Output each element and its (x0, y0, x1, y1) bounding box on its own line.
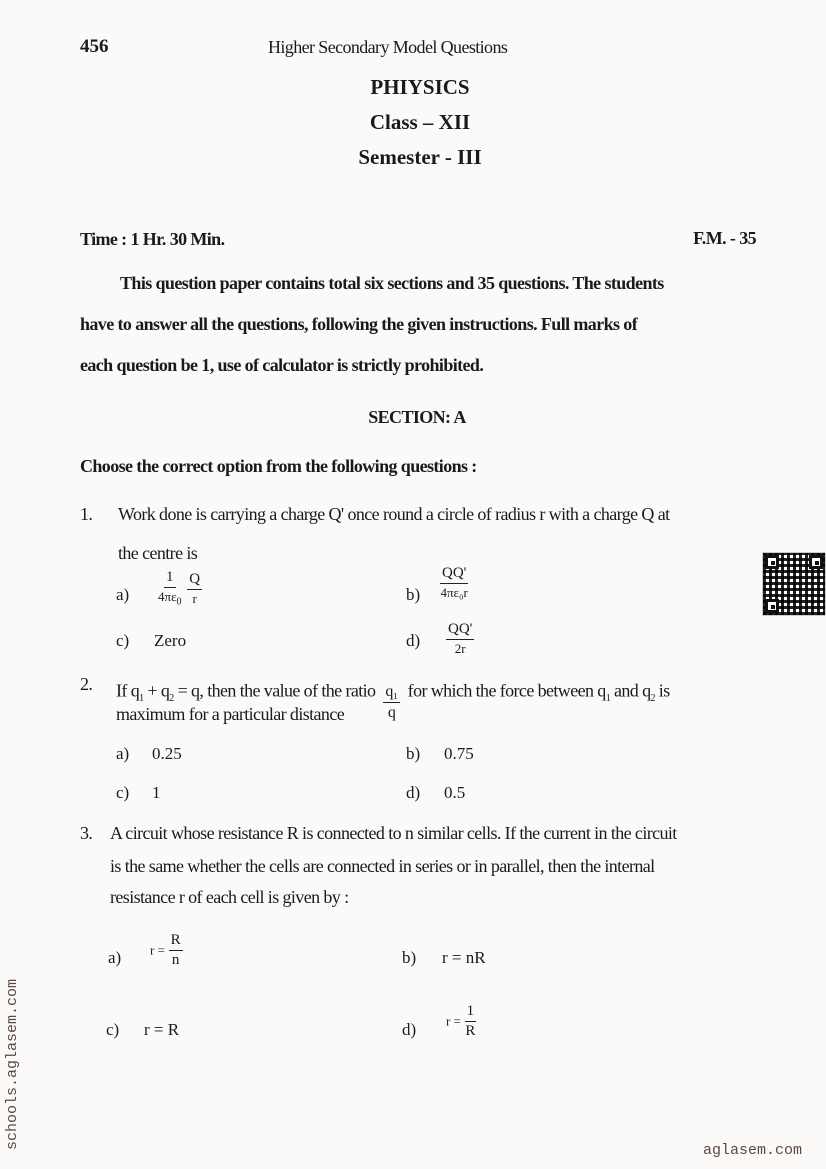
option-d-label: d) (406, 631, 421, 650)
question-text-line-2: is the same whether the cells are connected in series or in parallel, then the internal (110, 856, 655, 876)
denominator-text: 4πε (158, 589, 177, 604)
fraction-numerator: Q (187, 572, 202, 590)
option-a-value (158, 570, 202, 608)
option-b-value: r = nR (442, 948, 486, 967)
instructions-line-3: each question be 1, use of calculator is strictly prohibited. (80, 355, 484, 375)
running-title: Higher Secondary Model Questions (268, 37, 508, 57)
subscript: 1 (605, 693, 611, 705)
question-number: 2. (80, 674, 93, 694)
question-number: 1. (80, 504, 93, 524)
fraction-denominator: r (192, 591, 197, 607)
fraction-denominator: R (465, 1023, 476, 1039)
option-b-label: b) (402, 948, 417, 967)
section-heading: SECTION: A (368, 407, 466, 427)
fraction-numerator: QQ' (446, 622, 474, 640)
denominator-subscript: 0 (176, 596, 182, 608)
full-marks: F.M. - 35 (693, 228, 756, 248)
option-a-label: a) (108, 948, 122, 967)
option-c-label: c) (106, 1020, 120, 1039)
question-number: 3. (80, 823, 93, 843)
fraction-numerator: QQ' (440, 566, 468, 584)
subscript: 2 (650, 693, 655, 705)
option-b-value: 0.75 (444, 744, 474, 763)
option-c-value: Zero (154, 631, 187, 650)
option-b-label: b) (406, 744, 421, 763)
option-a-value (150, 933, 183, 968)
question-text-line-2: maximum for a particular distance (116, 704, 345, 724)
option-a-value: 0.25 (152, 744, 182, 763)
option-d-label: d) (406, 783, 421, 802)
text-segment: for which the force between q (407, 680, 606, 701)
text-segment: = q, then the value of the ratio (173, 680, 376, 701)
option-a-label: a) (116, 744, 130, 763)
option-c-label: c) (116, 631, 130, 650)
question-text-line-2: the centre is (118, 543, 198, 563)
question-text-line-3: resistance r of each cell is given by : (110, 887, 349, 907)
equation-lhs: r = (150, 942, 165, 958)
option-c-label: c) (116, 783, 130, 802)
subject-title: PHIYSICS (370, 75, 470, 99)
page-number: 456 (80, 36, 109, 57)
text-segment: is (654, 680, 670, 701)
equation-lhs: r = (446, 1013, 461, 1029)
text-segment: + q (143, 680, 170, 701)
fraction-denominator: n (171, 952, 180, 968)
section-directive: Choose the correct option from the following questions : (80, 456, 477, 476)
option-d-value (446, 1004, 476, 1039)
qr-finder-icon (765, 555, 779, 569)
option-d-value (446, 622, 474, 655)
option-d-value: 0.5 (444, 783, 466, 802)
instructions-line-2: have to answer all the questions, following the given instructions. Full marks of (80, 314, 638, 334)
fraction-numerator: 1 (465, 1004, 477, 1022)
semester-title: Semester - III (358, 145, 482, 169)
qr-code[interactable] (762, 552, 826, 616)
option-b-label: b) (406, 585, 421, 604)
fraction-denominator: q (387, 704, 396, 721)
text-segment: and q (610, 680, 651, 701)
option-d-label: d) (402, 1020, 417, 1039)
time-allowed: Time : 1 Hr. 30 Min. (80, 229, 225, 249)
fraction-denominator: 2r (454, 641, 466, 656)
option-c-value: 1 (152, 783, 161, 802)
option-a-label: a) (116, 585, 130, 604)
class-title: Class – XII (369, 110, 471, 134)
instructions-line-1: This question paper contains total six sections and 35 questions. The students (120, 273, 664, 293)
fraction-denominator: 4πε₀r (440, 585, 468, 600)
qr-finder-icon (765, 599, 779, 613)
option-c-value: r = R (144, 1020, 180, 1039)
option-b-value (440, 566, 468, 599)
qr-finder-icon (809, 555, 823, 569)
question-text-line-1: Work done is carrying a charge Q' once round a circle of radius r with a charge Q at (118, 504, 670, 524)
fraction-numerator: 1 (164, 570, 176, 588)
text-segment: If q (116, 680, 140, 701)
fraction-numerator: R (169, 933, 183, 951)
fraction-numerator: q₁ (383, 684, 399, 703)
fraction-denominator (158, 588, 182, 608)
side-watermark: schools.aglasem.com (4, 978, 21, 1150)
question-text-line-1: A circuit whose resistance R is connected to n similar cells. If the current in the circuit (110, 823, 677, 843)
subscript: 1 (139, 693, 144, 705)
bottom-watermark: aglasem.com (703, 1142, 803, 1159)
subscript: 2 (169, 693, 174, 705)
